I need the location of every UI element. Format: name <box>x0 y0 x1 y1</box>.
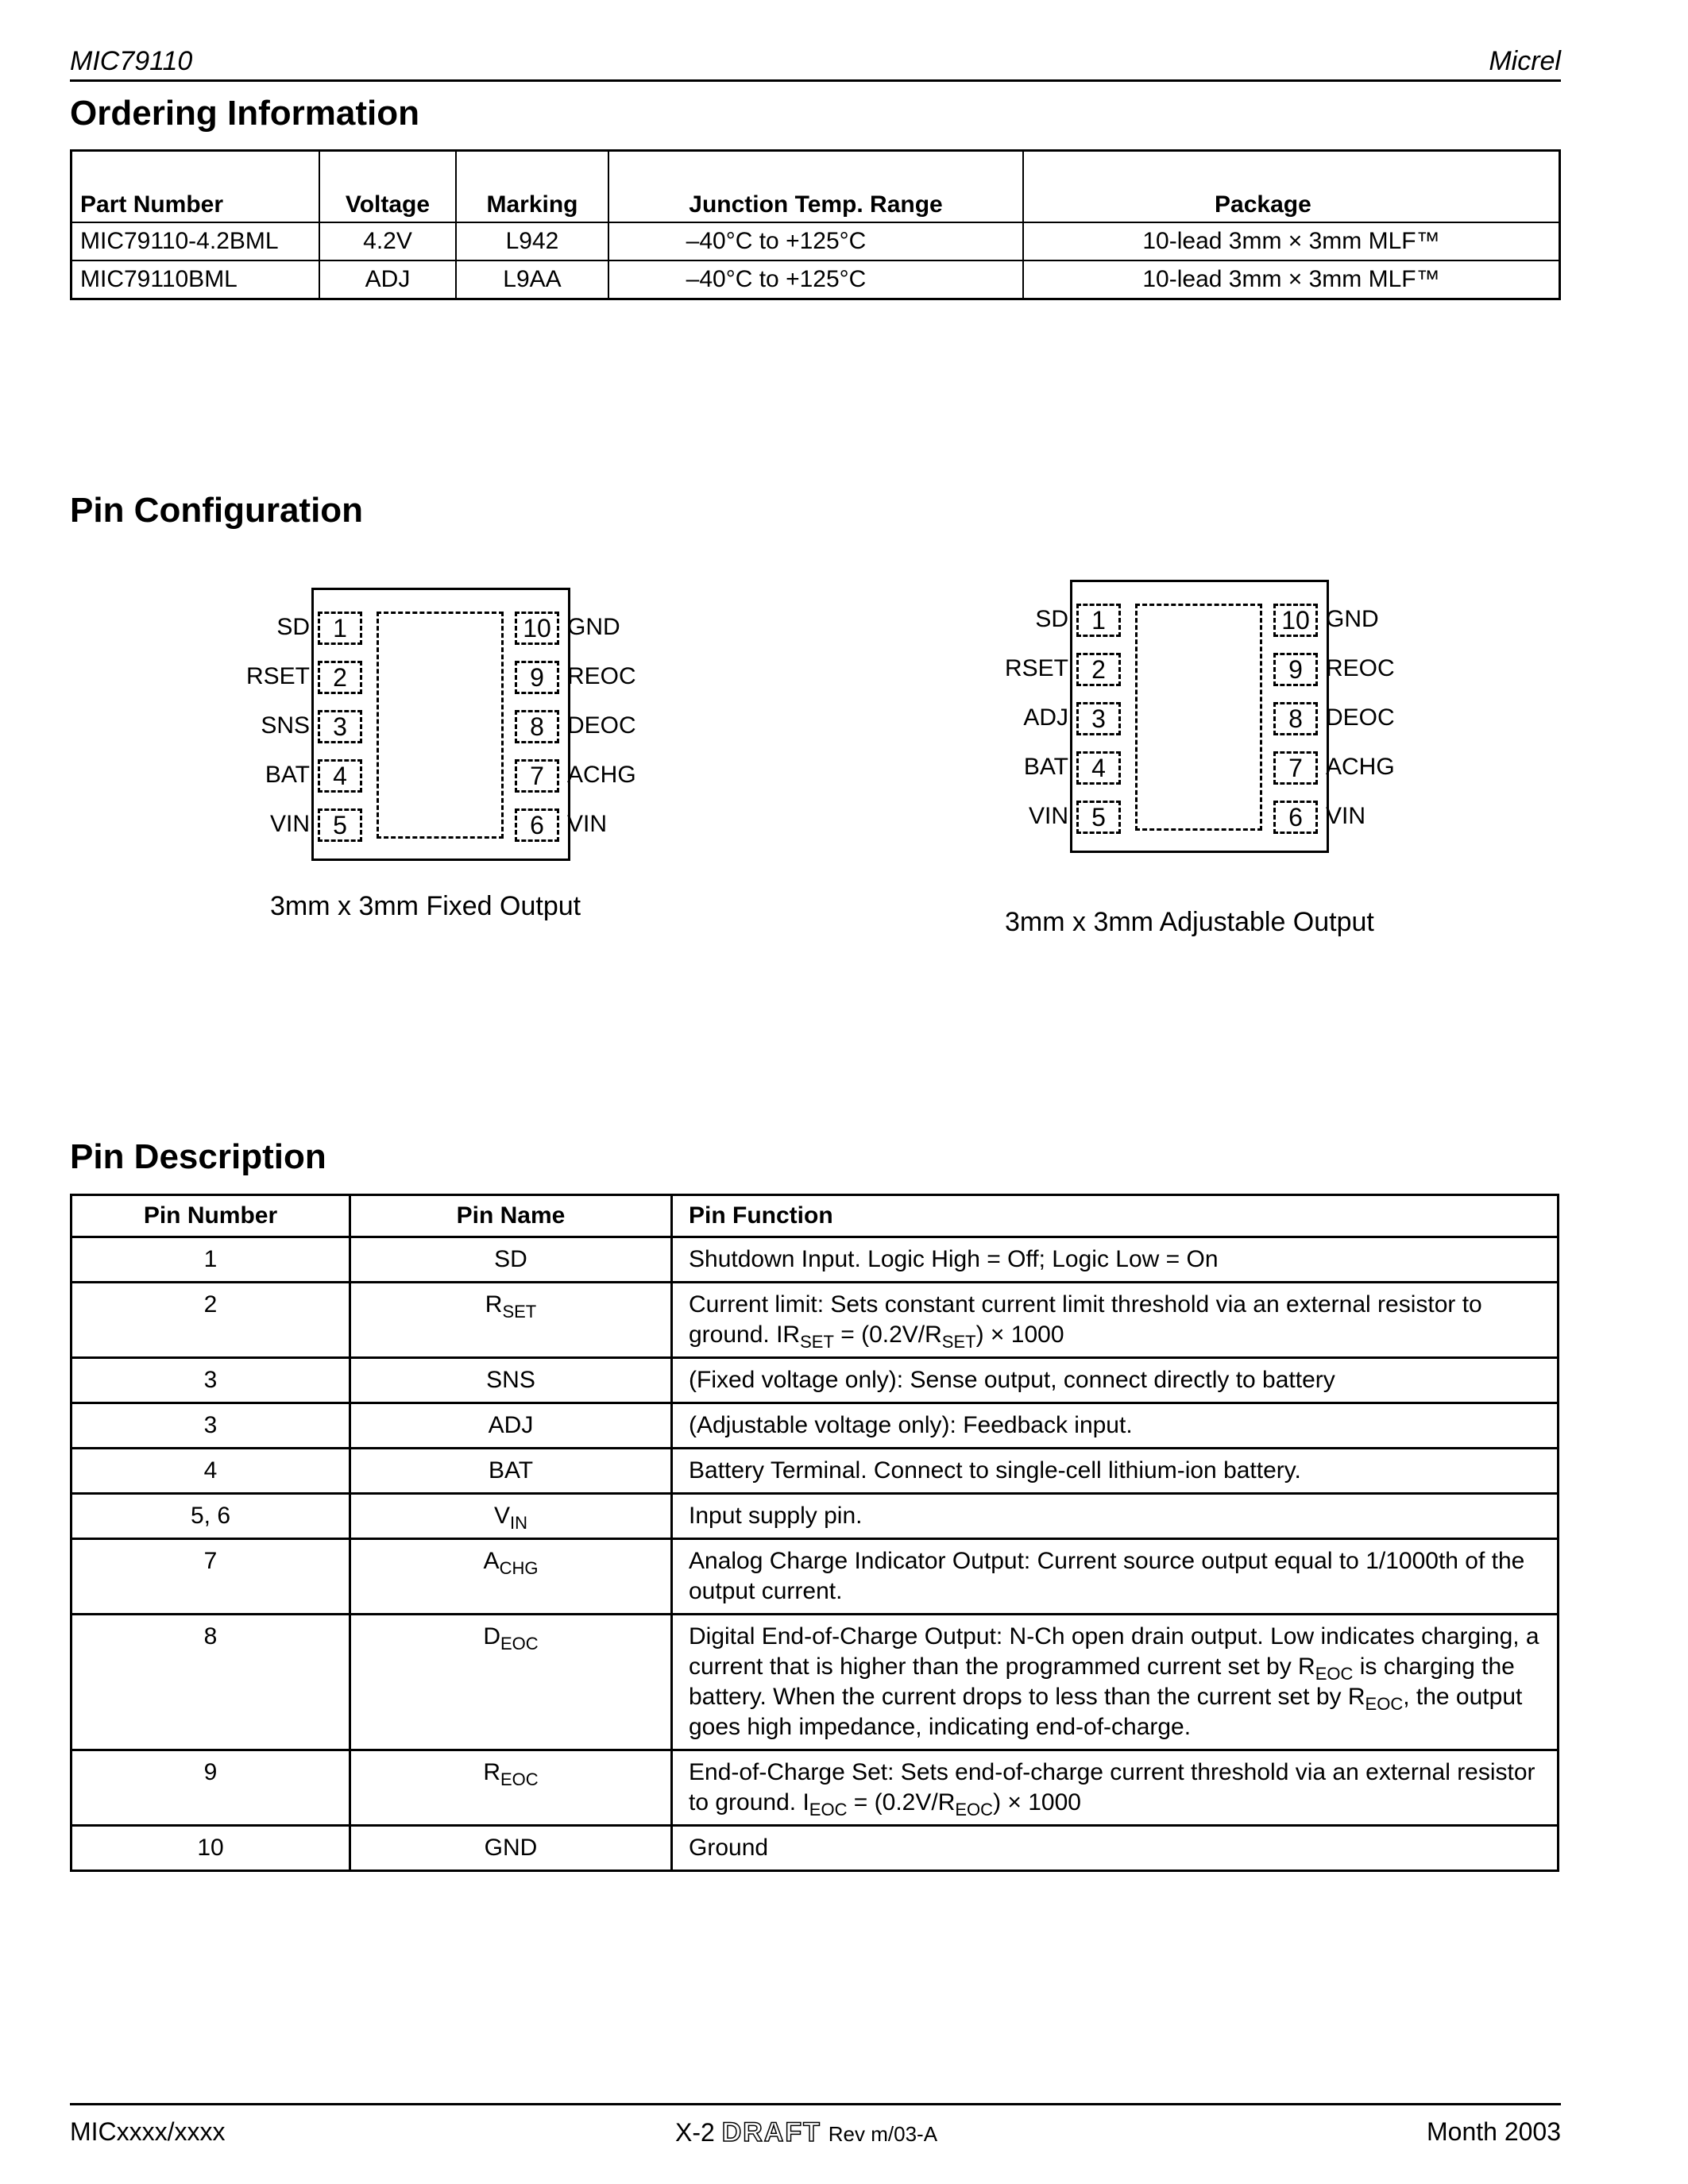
ordering-cell: –40°C to +125°C <box>608 260 1023 299</box>
pin-name: A <box>483 1548 500 1574</box>
pin-label: BAT <box>1023 754 1068 780</box>
pin-number: 7 <box>1273 751 1318 785</box>
ordering-col-marking: Marking <box>456 151 608 223</box>
pin-function-cell <box>672 1449 1559 1494</box>
pin-name: R <box>485 1291 503 1318</box>
pin-label: SD <box>1035 606 1068 632</box>
pin-label: GND <box>1326 606 1379 632</box>
pin-number: 1 <box>1076 604 1121 637</box>
pindesc-row <box>71 1826 1559 1871</box>
footer-revision: Rev m/03-A <box>828 2122 938 2146</box>
function-text: Battery Terminal. Connect to single-cell lithium-ion battery. <box>689 1457 1301 1484</box>
ordering-cell: ADJ <box>319 260 456 299</box>
pin-name: SNS <box>486 1367 535 1393</box>
function-subscript: EOC <box>1315 1664 1354 1684</box>
pin-number-cell: 10 <box>71 1826 350 1871</box>
pin-number-cell: 3 <box>71 1403 350 1449</box>
ordering-cell: 10-lead 3mm × 3mm MLF™ <box>1023 260 1560 299</box>
ordering-cell: –40°C to +125°C <box>608 222 1023 260</box>
pin-function-cell <box>672 1237 1559 1283</box>
pindesc-row <box>71 1750 1559 1826</box>
pin-label: VIN <box>567 811 608 837</box>
pindesc-row <box>71 1539 1559 1615</box>
pin-function-cell <box>672 1615 1559 1750</box>
pindesc-col-name: Pin Name <box>350 1195 672 1237</box>
pin-function-cell <box>672 1826 1559 1871</box>
pindesc-col-function: Pin Function <box>672 1195 1559 1237</box>
pin-number: 10 <box>515 612 559 645</box>
function-text: (Fixed voltage only): Sense output, connect directly to battery <box>689 1367 1335 1393</box>
footer-rule <box>70 2103 1561 2105</box>
footer-page-number: X-2 <box>675 2118 715 2147</box>
function-text: Current limit: Sets constant current limit threshold via an external resistor to ground. IR <box>689 1291 1482 1348</box>
pin-name-cell <box>350 1750 672 1826</box>
ordering-cell: L942 <box>456 222 608 260</box>
diagram-caption: 3mm x 3mm Adjustable Output <box>1005 907 1374 937</box>
header-rule <box>70 79 1561 82</box>
footer-page-info <box>675 2117 937 2148</box>
pin-label: REOC <box>567 663 636 689</box>
pin-name-subscript: EOC <box>500 1769 539 1789</box>
pin-name-cell <box>350 1615 672 1750</box>
function-text: End-of-Charge Set: Sets end-of-charge current threshold via an external resistor to ground. I <box>689 1759 1535 1815</box>
footer-draft-mark: DRAFT <box>721 2117 821 2147</box>
pin-function-cell <box>672 1283 1559 1358</box>
pinconfig-title: Pin Configuration <box>70 491 364 530</box>
pin-label: DEOC <box>1326 704 1395 731</box>
function-subscript: EOC <box>955 1800 994 1819</box>
function-text: Ground <box>689 1835 769 1861</box>
pin-label: ACHG <box>1326 754 1395 780</box>
pindesc-row <box>71 1449 1559 1494</box>
function-subscript: SET <box>800 1332 834 1352</box>
pin-label: ADJ <box>1023 704 1068 731</box>
pin-name-subscript: IN <box>510 1513 527 1533</box>
pin-name-subscript: CHG <box>499 1558 539 1578</box>
pin-name-cell <box>350 1358 672 1403</box>
pin-number: 7 <box>515 759 559 793</box>
pin-number: 5 <box>318 808 362 842</box>
pin-number: 6 <box>1273 801 1318 834</box>
ordering-table <box>70 149 1561 300</box>
function-text: Digital End-of-Charge Output: N-Ch open drain output. Low indicates charging, a current that is higher than the programmed current set by R <box>689 1623 1539 1680</box>
pin-number: 8 <box>1273 702 1318 735</box>
ordering-cell: MIC79110-4.2BML <box>71 222 320 260</box>
function-text: , the output goes high impedance, indicating end-of-charge. <box>689 1684 1523 1740</box>
pin-number: 4 <box>1076 751 1121 785</box>
function-subscript: EOC <box>1365 1694 1404 1714</box>
pin-name-cell <box>350 1283 672 1358</box>
function-text: Analog Charge Indicator Output: Current source output equal to 1/1000th of the output current. <box>689 1548 1525 1604</box>
function-text: Input supply pin. <box>689 1503 863 1529</box>
ordering-title: Ordering Information <box>70 94 419 133</box>
pindesc-table <box>70 1194 1559 1872</box>
pin-label: VIN <box>1028 803 1068 829</box>
pin-number: 2 <box>318 661 362 694</box>
pin-name-cell <box>350 1826 672 1871</box>
ordering-row <box>71 260 1560 299</box>
pin-number: 4 <box>318 759 362 793</box>
pin-number: 9 <box>1273 653 1318 686</box>
function-text: (Adjustable voltage only): Feedback input. <box>689 1412 1133 1438</box>
ordering-cell: MIC79110BML <box>71 260 320 299</box>
function-subscript: SET <box>941 1332 976 1352</box>
pin-label: DEOC <box>567 712 636 739</box>
pindesc-row <box>71 1358 1559 1403</box>
pin-name-cell <box>350 1237 672 1283</box>
pin-label: SD <box>276 614 310 640</box>
function-text: is charging the battery. When the current drops to less than the current set by R <box>689 1653 1515 1710</box>
pin-name: V <box>493 1503 510 1529</box>
function-subscript: EOC <box>809 1800 848 1819</box>
pindesc-row <box>71 1494 1559 1539</box>
pin-label: RSET <box>1004 655 1068 681</box>
pin-function-cell <box>672 1358 1559 1403</box>
function-text: = (0.2V/R <box>833 1322 942 1348</box>
ordering-header-row <box>71 151 1560 223</box>
pindesc-row <box>71 1283 1559 1358</box>
function-text: ) × 1000 <box>993 1789 1081 1815</box>
pin-number: 2 <box>1076 653 1121 686</box>
pin-name: D <box>483 1623 500 1650</box>
exposed-pad <box>377 612 504 839</box>
pin-number-cell: 4 <box>71 1449 350 1494</box>
pin-name: SD <box>494 1246 527 1272</box>
pin-number-cell: 2 <box>71 1283 350 1358</box>
pin-label: ACHG <box>567 762 636 788</box>
pin-name-cell <box>350 1539 672 1615</box>
footer-date: Month 2003 <box>1426 2117 1561 2146</box>
pin-label: RSET <box>245 663 310 689</box>
pin-number: 6 <box>515 808 559 842</box>
pin-number: 9 <box>515 661 559 694</box>
function-text: ) × 1000 <box>975 1322 1064 1348</box>
pin-number: 5 <box>1076 801 1121 834</box>
pin-label: REOC <box>1326 655 1395 681</box>
pin-number-cell: 8 <box>71 1615 350 1750</box>
exposed-pad <box>1135 604 1262 831</box>
ordering-col-package: Package <box>1023 151 1560 223</box>
ordering-row <box>71 222 1560 260</box>
pin-name: ADJ <box>488 1412 534 1438</box>
pin-number: 1 <box>318 612 362 645</box>
pin-name-cell <box>350 1449 672 1494</box>
pin-function-cell <box>672 1539 1559 1615</box>
pin-number-cell: 7 <box>71 1539 350 1615</box>
pin-number-cell: 1 <box>71 1237 350 1283</box>
pin-function-cell <box>672 1494 1559 1539</box>
header-doc-id: MIC79110 <box>70 46 193 76</box>
diagram-caption: 3mm x 3mm Fixed Output <box>270 891 581 921</box>
function-text: Shutdown Input. Logic High = Off; Logic Low = On <box>689 1246 1219 1272</box>
pin-function-cell <box>672 1403 1559 1449</box>
header-company: Micrel <box>1489 46 1561 76</box>
pin-number-cell: 3 <box>71 1358 350 1403</box>
ordering-cell: 4.2V <box>319 222 456 260</box>
pin-name: R <box>483 1759 500 1785</box>
ordering-col-part: Part Number <box>71 151 320 223</box>
ordering-cell: 10-lead 3mm × 3mm MLF™ <box>1023 222 1560 260</box>
pin-function-cell <box>672 1750 1559 1826</box>
pin-name-subscript: SET <box>502 1302 537 1322</box>
ordering-col-voltage: Voltage <box>319 151 456 223</box>
pin-number: 3 <box>318 710 362 743</box>
pindesc-title: Pin Description <box>70 1137 326 1176</box>
footer-doc-id: MICxxxx/xxxx <box>70 2117 226 2146</box>
pin-name-cell <box>350 1403 672 1449</box>
pin-number-cell: 9 <box>71 1750 350 1826</box>
pin-label: GND <box>567 614 620 640</box>
pin-number-cell: 5, 6 <box>71 1494 350 1539</box>
pin-label: SNS <box>261 712 310 739</box>
pin-label: VIN <box>1326 803 1366 829</box>
pin-number: 10 <box>1273 604 1318 637</box>
ordering-col-temp: Junction Temp. Range <box>608 151 1023 223</box>
pin-name-subscript: EOC <box>500 1634 539 1653</box>
pin-number: 3 <box>1076 702 1121 735</box>
pin-label: BAT <box>265 762 310 788</box>
function-text: = (0.2V/R <box>847 1789 956 1815</box>
pindesc-row <box>71 1403 1559 1449</box>
pindesc-row <box>71 1237 1559 1283</box>
pindesc-col-number: Pin Number <box>71 1195 350 1237</box>
pin-name-cell <box>350 1494 672 1539</box>
pindesc-row <box>71 1615 1559 1750</box>
pindesc-header-row <box>71 1195 1559 1237</box>
ordering-cell: L9AA <box>456 260 608 299</box>
pin-name: GND <box>484 1835 538 1861</box>
pin-label: VIN <box>269 811 310 837</box>
pin-name: BAT <box>488 1457 534 1484</box>
pin-number: 8 <box>515 710 559 743</box>
